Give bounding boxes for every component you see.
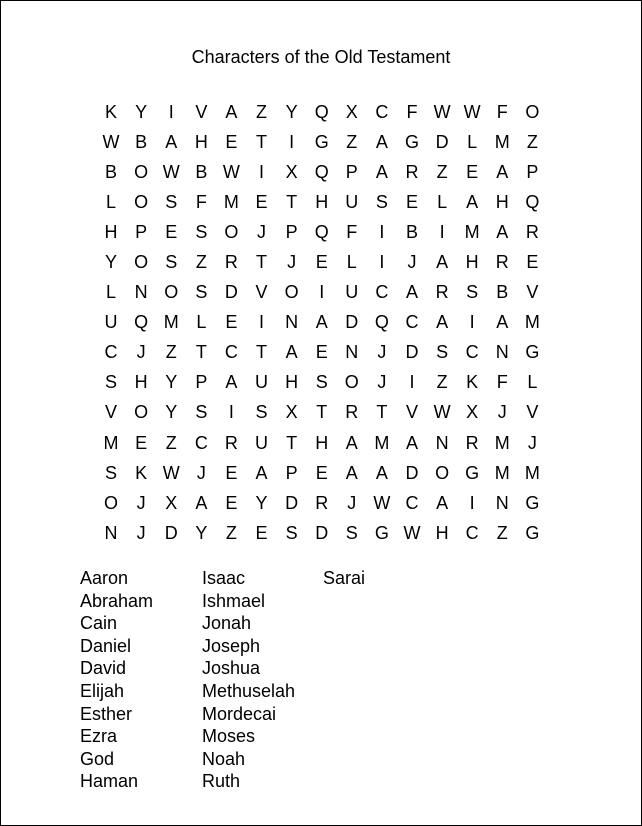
grid-letter: E xyxy=(135,432,148,453)
grid-letter: N xyxy=(104,522,118,543)
grid-letter: S xyxy=(165,252,178,273)
grid-letter: Y xyxy=(165,402,178,423)
grid-letter: X xyxy=(466,402,479,423)
grid-letter: S xyxy=(315,372,328,393)
grid-letter: Z xyxy=(496,522,508,543)
grid-letter: R xyxy=(525,221,539,242)
grid-letter: I xyxy=(289,131,295,152)
grid-letter: S xyxy=(345,522,358,543)
word-list-item: Abraham xyxy=(80,590,154,611)
word-list-item: Isaac xyxy=(202,568,246,588)
word-list-item: Sarai xyxy=(323,568,366,588)
grid-letter: M xyxy=(374,432,390,453)
grid-letter: E xyxy=(255,191,268,212)
grid-letter: A xyxy=(225,372,238,393)
grid-letter: M xyxy=(103,432,119,453)
grid-letter: L xyxy=(527,372,538,393)
grid-letter: P xyxy=(285,462,298,483)
grid-letter: N xyxy=(495,492,509,513)
word-list-item: Ezra xyxy=(80,726,118,747)
grid-letter: O xyxy=(344,372,359,393)
grid-letter: V xyxy=(526,402,539,423)
grid-letter: K xyxy=(105,101,118,122)
grid-letter: D xyxy=(405,342,419,363)
word-list-item: Mordecai xyxy=(202,703,277,724)
grid-letter: L xyxy=(196,312,207,333)
grid-letter: D xyxy=(345,312,359,333)
grid-letter: D xyxy=(405,462,419,483)
grid-letter: Z xyxy=(225,522,237,543)
grid-letter: Z xyxy=(436,161,448,182)
grid-letter: C xyxy=(405,312,419,333)
grid-letter: Z xyxy=(165,342,177,363)
grid-letter: Y xyxy=(285,101,298,122)
grid-letter: C xyxy=(375,282,389,303)
grid-letter: T xyxy=(256,131,268,152)
grid-letter: Y xyxy=(195,522,208,543)
grid-letter: W xyxy=(433,402,451,423)
grid-letter: Y xyxy=(165,372,178,393)
grid-letter: A xyxy=(165,131,178,152)
grid-letter: T xyxy=(286,191,298,212)
grid-letter: B xyxy=(135,131,148,152)
grid-letter: O xyxy=(525,101,540,122)
grid-letter: A xyxy=(315,312,328,333)
grid-letter: R xyxy=(224,432,238,453)
grid-letter: B xyxy=(105,161,118,182)
grid-letter: C xyxy=(375,101,389,122)
grid-letter: G xyxy=(374,522,389,543)
grid-letter: E xyxy=(466,161,479,182)
grid-letter: P xyxy=(285,221,298,242)
grid-letter: A xyxy=(496,312,509,333)
grid-letter: U xyxy=(345,282,359,303)
grid-letter: A xyxy=(496,221,509,242)
grid-letter: C xyxy=(104,342,118,363)
grid-letter: M xyxy=(464,221,480,242)
grid-letter: J xyxy=(347,492,357,513)
grid-letter: E xyxy=(225,462,238,483)
grid-letter: B xyxy=(405,221,418,242)
grid-letter: V xyxy=(526,282,539,303)
grid-letter: X xyxy=(345,101,358,122)
grid-letter: I xyxy=(469,312,475,333)
grid-letter: O xyxy=(164,282,179,303)
grid-letter: E xyxy=(405,191,418,212)
word-list-item: David xyxy=(80,658,127,679)
grid-letter: J xyxy=(136,342,146,363)
grid-letter: I xyxy=(168,101,174,122)
grid-letter: D xyxy=(224,282,238,303)
grid-letter: K xyxy=(135,462,148,483)
grid-letter: S xyxy=(255,402,268,423)
grid-letter: J xyxy=(257,221,267,242)
grid-letter: R xyxy=(315,492,329,513)
grid-letter: T xyxy=(286,432,298,453)
grid-letter: W xyxy=(222,161,240,182)
grid-letter: A xyxy=(405,282,418,303)
grid-letter: W xyxy=(433,101,451,122)
grid-letter: P xyxy=(526,161,539,182)
word-list-item: Jonah xyxy=(202,613,252,634)
grid-letter: C xyxy=(224,342,238,363)
grid-letter: E xyxy=(225,131,238,152)
grid-letter: L xyxy=(467,131,478,152)
grid-letter: F xyxy=(496,101,508,122)
grid-letter: X xyxy=(285,161,298,182)
grid-letter: U xyxy=(255,432,269,453)
grid-letter: S xyxy=(195,221,208,242)
grid-letter: K xyxy=(466,372,479,393)
grid-letter: N xyxy=(345,342,359,363)
grid-letter: H xyxy=(134,372,148,393)
grid-letter: I xyxy=(259,161,265,182)
grid-letter: S xyxy=(285,522,298,543)
word-column xyxy=(80,567,202,793)
grid-letter: D xyxy=(315,522,329,543)
grid-letter: U xyxy=(104,312,118,333)
grid-letter: A xyxy=(285,342,298,363)
grid-letter: F xyxy=(406,101,418,122)
word-list-item: Ishmael xyxy=(202,590,266,611)
grid-letter: N xyxy=(134,282,148,303)
grid-letter: O xyxy=(224,221,239,242)
grid-letter: H xyxy=(465,252,479,273)
grid-letter: R xyxy=(405,161,419,182)
grid-letter: M xyxy=(494,432,510,453)
grid-letter: A xyxy=(436,252,449,273)
grid-letter: D xyxy=(285,492,299,513)
grid-letter: R xyxy=(435,282,449,303)
grid-letter: E xyxy=(315,342,328,363)
grid-letter: W xyxy=(463,101,481,122)
grid-letter: M xyxy=(163,312,179,333)
grid-letter: D xyxy=(435,131,449,152)
word-list-item: God xyxy=(80,748,115,769)
grid-letter: I xyxy=(379,221,385,242)
grid-letter: O xyxy=(284,282,299,303)
word-column xyxy=(202,567,323,793)
grid-letter: J xyxy=(136,522,146,543)
grid-letter: R xyxy=(465,432,479,453)
grid-letter: X xyxy=(165,492,178,513)
grid-letter: M xyxy=(524,312,540,333)
grid-letter: J xyxy=(287,252,297,273)
grid-letter: A xyxy=(195,492,208,513)
grid-letter: Z xyxy=(436,372,448,393)
grid-letter: Z xyxy=(195,252,207,273)
grid-letter: O xyxy=(134,402,149,423)
grid-letter: Q xyxy=(374,312,389,333)
grid-letter: T xyxy=(256,252,268,273)
grid-letter: A xyxy=(436,312,449,333)
grid-letter: Z xyxy=(256,101,268,122)
grid-letter: T xyxy=(195,342,207,363)
grid-letter: H xyxy=(285,372,299,393)
grid-letter: H xyxy=(104,221,118,242)
grid-letter: Q xyxy=(314,101,329,122)
grid-letter: M xyxy=(494,131,510,152)
grid-letter: E xyxy=(225,312,238,333)
grid-letter: B xyxy=(195,161,208,182)
grid-letter: A xyxy=(436,492,449,513)
grid-letter: U xyxy=(345,191,359,212)
grid-letter: S xyxy=(105,462,118,483)
grid-letter: F xyxy=(346,221,358,242)
grid-letter: A xyxy=(225,101,238,122)
grid-letter: I xyxy=(469,492,475,513)
grid-letter: H xyxy=(315,432,329,453)
grid-letter: Y xyxy=(255,492,268,513)
grid-letter: H xyxy=(315,191,329,212)
word-list-item: Cain xyxy=(80,613,118,634)
word-list-item: Aaron xyxy=(80,568,129,588)
grid-letter: S xyxy=(105,372,118,393)
grid-letter: N xyxy=(435,432,449,453)
grid-letter: S xyxy=(466,282,479,303)
grid-letter: G xyxy=(525,522,540,543)
grid-letter: L xyxy=(106,191,117,212)
word-list-item: Moses xyxy=(202,726,256,747)
grid-letter: S xyxy=(375,191,388,212)
word-column xyxy=(323,567,443,793)
grid-letter: I xyxy=(319,282,325,303)
grid-letter: G xyxy=(314,131,329,152)
grid-letter: A xyxy=(345,462,358,483)
grid-letter: J xyxy=(377,372,387,393)
grid-letter: L xyxy=(346,252,357,273)
grid-letter: W xyxy=(162,462,180,483)
grid-letter: H xyxy=(194,131,208,152)
grid-letter: L xyxy=(437,191,448,212)
grid-letter: W xyxy=(162,161,180,182)
grid-letter: Q xyxy=(525,191,540,212)
grid-letter: V xyxy=(195,101,208,122)
grid-letter: X xyxy=(285,402,298,423)
grid-letter: S xyxy=(195,282,208,303)
grid-letter: M xyxy=(494,462,510,483)
grid-letter: A xyxy=(375,462,388,483)
grid-letter: W xyxy=(373,492,391,513)
grid-letter: E xyxy=(315,462,328,483)
grid-letter: A xyxy=(375,161,388,182)
grid-letter: S xyxy=(436,342,449,363)
grid-letter: L xyxy=(106,282,117,303)
grid-letter: F xyxy=(496,372,508,393)
grid-letter: I xyxy=(228,402,234,423)
grid-letter: P xyxy=(345,161,358,182)
puzzle-title: Characters of the Old Testament xyxy=(191,47,451,67)
word-list-item: Methuselah xyxy=(202,680,296,701)
word-bank xyxy=(80,567,443,793)
letter-grid xyxy=(96,97,547,548)
grid-letter: N xyxy=(285,312,299,333)
grid-letter: O xyxy=(134,252,149,273)
grid-letter: O xyxy=(104,492,119,513)
grid-letter: P xyxy=(195,372,208,393)
word-list-item: Joseph xyxy=(202,635,261,656)
grid-letter: M xyxy=(223,191,239,212)
grid-letter: J xyxy=(407,252,417,273)
grid-letter: V xyxy=(405,402,418,423)
grid-letter: H xyxy=(435,522,449,543)
grid-letter: J xyxy=(377,342,387,363)
word-list-item: Daniel xyxy=(80,635,132,656)
grid-letter: V xyxy=(255,282,268,303)
grid-letter: Q xyxy=(314,221,329,242)
grid-letter: E xyxy=(315,252,328,273)
grid-letter: T xyxy=(316,402,328,423)
grid-letter: Z xyxy=(165,432,177,453)
grid-letter: Q xyxy=(134,312,149,333)
grid-letter: J xyxy=(136,492,146,513)
grid-letter: A xyxy=(466,191,479,212)
grid-letter: E xyxy=(225,492,238,513)
word-list-item: Noah xyxy=(202,748,246,769)
word-list-item: Ruth xyxy=(202,771,241,792)
grid-letter: A xyxy=(375,131,388,152)
grid-letter: E xyxy=(165,221,178,242)
grid-letter: B xyxy=(496,282,509,303)
grid-letter: Z xyxy=(526,131,538,152)
grid-letter: E xyxy=(526,252,539,273)
grid-letter: G xyxy=(465,462,480,483)
grid-letter: I xyxy=(259,312,265,333)
grid-letter: F xyxy=(195,191,207,212)
grid-letter: C xyxy=(465,522,479,543)
grid-letter: V xyxy=(105,402,118,423)
grid-letter: R xyxy=(224,252,238,273)
grid-letter: T xyxy=(256,342,268,363)
grid-letter: A xyxy=(496,161,509,182)
grid-letter: O xyxy=(134,161,149,182)
grid-letter: P xyxy=(135,221,148,242)
grid-letter: J xyxy=(497,402,507,423)
grid-letter: Z xyxy=(346,131,358,152)
grid-letter: S xyxy=(165,191,178,212)
grid-letter: G xyxy=(525,492,540,513)
grid-letter: E xyxy=(255,522,268,543)
grid-letter: U xyxy=(255,372,269,393)
grid-letter: A xyxy=(255,462,268,483)
grid-letter: R xyxy=(495,252,509,273)
grid-letter: C xyxy=(465,342,479,363)
grid-letter: R xyxy=(345,402,359,423)
grid-letter: A xyxy=(345,432,358,453)
grid-letter: N xyxy=(495,342,509,363)
word-list-item: Joshua xyxy=(202,658,261,679)
grid-letter: H xyxy=(495,191,509,212)
grid-letter: W xyxy=(403,522,421,543)
grid-letter: S xyxy=(195,402,208,423)
grid-letter: Y xyxy=(105,252,118,273)
grid-letter: O xyxy=(134,191,149,212)
grid-letter: D xyxy=(164,522,178,543)
grid-letter: I xyxy=(439,221,445,242)
grid-letter: Y xyxy=(135,101,148,122)
grid-letter: C xyxy=(405,492,419,513)
grid-letter: O xyxy=(435,462,450,483)
grid-letter: I xyxy=(379,252,385,273)
grid-letter: M xyxy=(524,462,540,483)
word-list-item: Esther xyxy=(80,703,133,724)
grid-letter: A xyxy=(405,432,418,453)
grid-letter: J xyxy=(196,462,206,483)
grid-letter: T xyxy=(376,402,388,423)
word-list-item: Elijah xyxy=(80,680,125,701)
grid-letter: C xyxy=(194,432,208,453)
grid-letter: J xyxy=(527,432,537,453)
grid-letter: G xyxy=(525,342,540,363)
grid-letter: I xyxy=(409,372,415,393)
grid-letter: W xyxy=(102,131,120,152)
grid-letter: Q xyxy=(314,161,329,182)
word-list-item: Haman xyxy=(80,771,139,792)
grid-letter: G xyxy=(404,131,419,152)
